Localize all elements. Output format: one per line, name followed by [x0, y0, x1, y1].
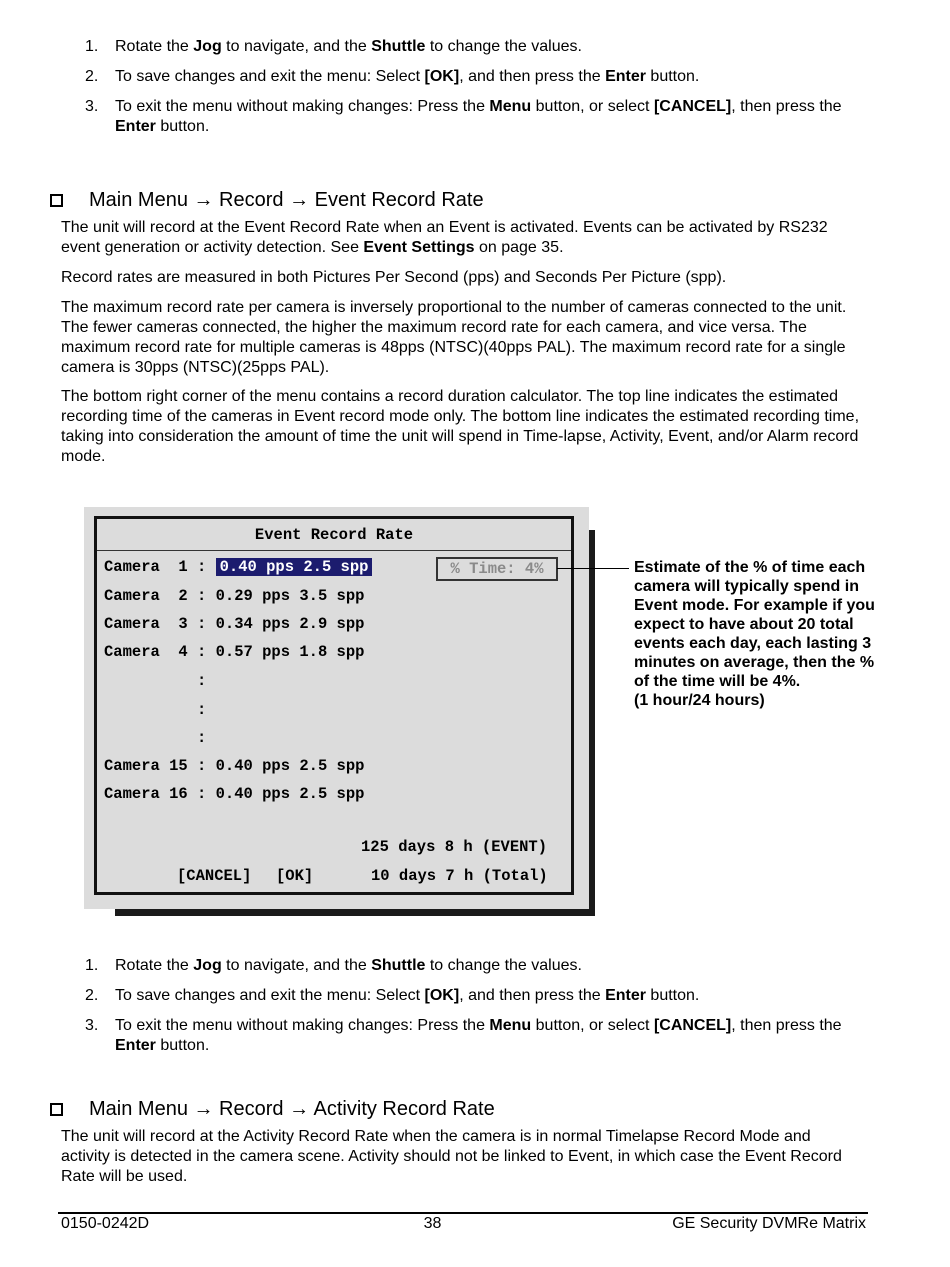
percent-time-callout — [634, 558, 894, 710]
callout-line-text: (1 hour/24 hours) — [634, 692, 765, 709]
list-text — [115, 1017, 842, 1054]
camera-row[interactable] — [104, 557, 372, 577]
camera-label: Camera 3 : — [104, 615, 216, 633]
bold-term: [CANCEL] — [653, 98, 732, 115]
paragraph-1 — [61, 218, 861, 258]
camera-row[interactable] — [104, 700, 216, 720]
camera-rate-value[interactable]: 0.34 pps 2.9 spp — [215, 615, 365, 633]
camera-row[interactable] — [104, 671, 216, 691]
checkbox-bullet-icon — [50, 194, 63, 207]
text-run: to navigate, and the — [221, 38, 372, 55]
camera-rate-value[interactable]: 0.29 pps 3.5 spp — [215, 587, 365, 605]
bold-term: Shuttle — [371, 957, 426, 974]
text-run: to navigate, and the — [221, 957, 372, 974]
ok-button[interactable]: [OK] — [276, 867, 314, 885]
text-run: button, or select — [531, 98, 654, 115]
list-text — [115, 987, 699, 1004]
callout-leader-line — [557, 568, 629, 569]
camera-label: Camera 2 : — [104, 587, 216, 605]
list-number: 1. — [85, 957, 99, 974]
camera-label: : — [104, 672, 216, 690]
callout-line-text: of the time will be 4%. — [634, 673, 801, 690]
callout-line-text: Estimate of the % of time each — [634, 559, 866, 576]
bold-term: Menu — [489, 98, 532, 115]
menu-title-divider — [97, 550, 571, 551]
text-run: button. — [155, 1037, 210, 1054]
text-run: , then press the — [731, 1017, 842, 1034]
camera-row[interactable] — [104, 784, 364, 804]
paragraph-4 — [61, 387, 861, 467]
camera-rate-value[interactable]: 0.40 pps 2.5 spp — [215, 757, 365, 775]
bold-term: [CANCEL] — [653, 1017, 732, 1034]
section-heading-text: Main Menu → Record → Event Record Rate — [89, 189, 484, 211]
text-run: Rotate the — [115, 38, 194, 55]
list-item — [80, 97, 870, 137]
camera-label: : — [104, 701, 216, 719]
text-run: To save changes and exit the menu: Select — [115, 987, 425, 1004]
camera-row[interactable] — [104, 642, 364, 662]
list-number: 2. — [85, 987, 99, 1004]
text-run: button. — [645, 987, 700, 1004]
text-run: To exit the menu without making changes: Press the — [115, 1017, 490, 1034]
callout-line-text: camera will typically spend in — [634, 578, 859, 595]
bottom-steps-list — [80, 956, 870, 1066]
camera-row[interactable] — [104, 756, 364, 776]
text-run: Record rates are measured in both Pictures Per Second (pps) and Seconds Per Picture (spp). — [61, 269, 727, 286]
text-run: The unit will record at the Event Record Rate when an Event is activated. Events can be activated by RS232 event generation or activity detection. See — [61, 219, 828, 256]
camera-rate-value[interactable]: 0.40 pps 2.5 spp — [216, 558, 373, 576]
text-run: Rotate the — [115, 957, 194, 974]
bold-term: Enter — [115, 118, 156, 135]
list-item — [80, 956, 870, 976]
bold-term: Menu — [489, 1017, 532, 1034]
list-item — [80, 986, 870, 1006]
paragraph-activity: The unit will record at the Activity Record Rate when the camera is in normal Timelapse Record Mode and activity is detected in the camera scene. Activity should not be linked to Event, in which case the Event Record Rate will be used. — [61, 1128, 842, 1185]
camera-row[interactable] — [104, 728, 216, 748]
paragraph-3 — [61, 298, 861, 378]
text-run: To save changes and exit the menu: Select — [115, 68, 425, 85]
section-heading-event-record-rate — [50, 188, 484, 212]
text-run: on page 35. — [474, 239, 564, 256]
paragraph-2 — [61, 268, 861, 288]
bold-term: Enter — [605, 68, 646, 85]
camera-rate-value[interactable]: 0.57 pps 1.8 spp — [215, 643, 365, 661]
list-item — [80, 37, 870, 57]
text-run: to change the values. — [425, 957, 582, 974]
menu-title: Event Record Rate — [254, 526, 414, 544]
bold-term: Jog — [193, 957, 222, 974]
text-run: button, or select — [531, 1017, 654, 1034]
text-run: , and then press the — [459, 68, 606, 85]
list-text — [115, 98, 842, 135]
text-run: , and then press the — [459, 987, 606, 1004]
camera-row[interactable] — [104, 586, 364, 606]
callout-line-text: Event mode. For example if you — [634, 597, 875, 614]
callout-line-text: minutes on average, then the % — [634, 654, 875, 671]
camera-label: Camera 16 : — [104, 785, 216, 803]
text-run: To exit the menu without making changes: Press the — [115, 98, 490, 115]
camera-label: Camera 4 : — [104, 643, 216, 661]
list-number: 1. — [85, 38, 99, 55]
text-run: button. — [645, 68, 700, 85]
text-run: to change the values. — [425, 38, 582, 55]
callout-line-text: events each day, each lasting 3 — [634, 635, 872, 652]
text-run: button. — [155, 118, 210, 135]
list-text — [115, 957, 582, 974]
bold-term: Jog — [193, 38, 222, 55]
bold-term: [OK] — [424, 68, 460, 85]
top-steps-list — [80, 37, 870, 147]
list-text — [115, 38, 582, 55]
percent-time-field[interactable]: % Time: 4% — [436, 557, 558, 581]
camera-label: Camera 15 : — [104, 757, 216, 775]
bold-term: Shuttle — [371, 38, 426, 55]
camera-row[interactable] — [104, 614, 364, 634]
list-number: 3. — [85, 1017, 99, 1034]
footer-doc-number: 0150-0242D — [61, 1215, 150, 1232]
callout-line-text: expect to have about 20 total — [634, 616, 854, 633]
camera-label: : — [104, 729, 216, 747]
footer-product-name: GE Security DVMRe Matrix — [672, 1215, 866, 1232]
section-heading-activity-record-rate — [50, 1097, 495, 1121]
text-run: The bottom right corner of the menu contains a record duration calculator. The top line indicates the estimated recording time of the cameras in Event record mode only. The bottom line indicates the estimated recording time, taking into consideration the amount of time the unit will spend in Time-lapse, Activity, Event, and/or Alarm record mode. — [61, 388, 860, 465]
total-duration: 10 days 7 h (Total) — [371, 867, 548, 885]
text-run: , then press the — [731, 98, 842, 115]
camera-label: Camera 1 : — [104, 558, 216, 576]
list-number: 3. — [85, 98, 99, 115]
event-record-rate-menu — [94, 516, 574, 895]
camera-rate-value[interactable]: 0.40 pps 2.5 spp — [215, 785, 365, 803]
list-item — [80, 67, 870, 87]
checkbox-bullet-icon — [50, 1103, 63, 1116]
bold-term: Event Settings — [363, 239, 475, 256]
bold-term: Enter — [115, 1037, 156, 1054]
list-number: 2. — [85, 68, 99, 85]
text-run: The maximum record rate per camera is inversely proportional to the number of cameras connected to the unit. The fewer cameras connected, the higher the maximum record rate for each camera, and vice versa. The maximum record rate for multiple cameras is 48pps (NTSC)(40pps PAL). The maximum record rate for a single camera is 30pps (NTSC)(25pps PAL). — [61, 299, 847, 376]
bold-term: [OK] — [424, 987, 460, 1004]
bold-term: Enter — [605, 987, 646, 1004]
event-duration: 125 days 8 h (EVENT) — [361, 838, 548, 856]
list-item — [80, 1016, 870, 1056]
footer-page-number: 38 — [423, 1215, 442, 1232]
list-text — [115, 68, 699, 85]
section-heading-text: Main Menu → Record → Activity Record Rate — [89, 1098, 495, 1120]
cancel-button[interactable]: [CANCEL] — [177, 867, 252, 885]
